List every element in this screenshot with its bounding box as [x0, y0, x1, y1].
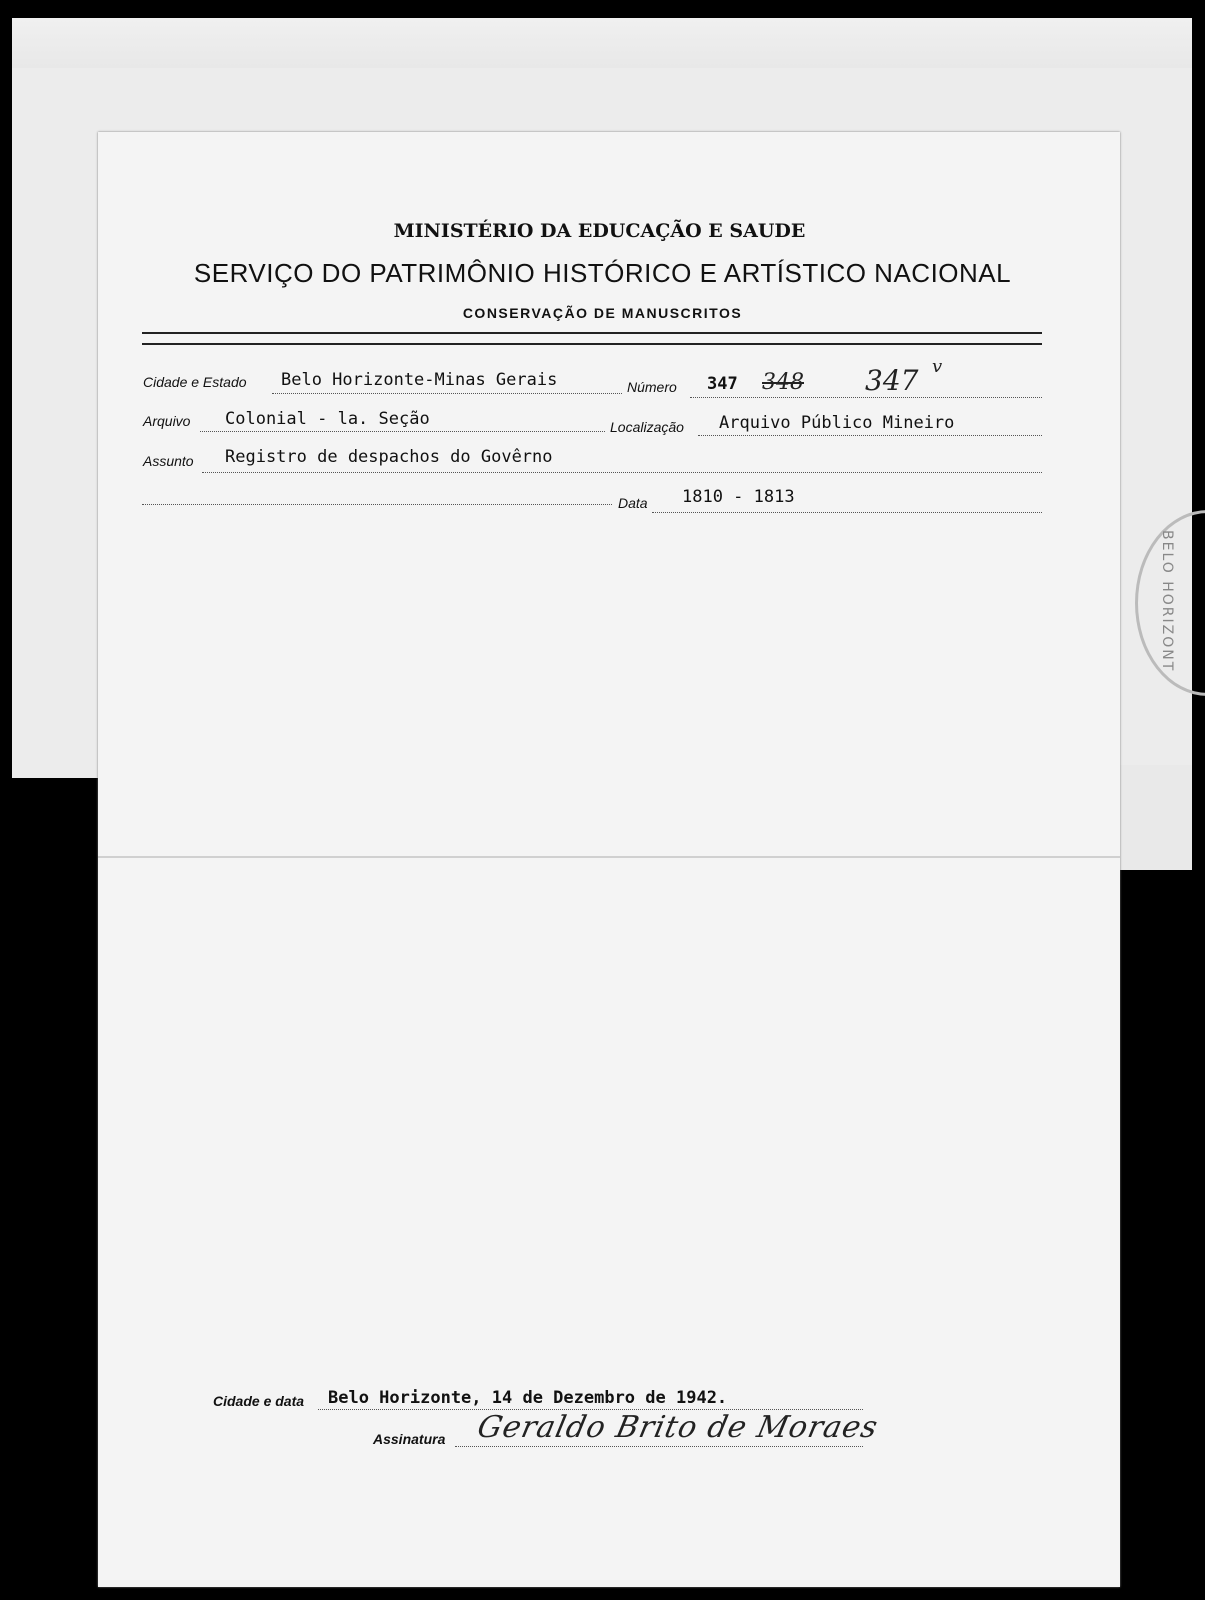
- record-card: [98, 132, 1120, 1587]
- cidade-label: Cidade e Estado: [143, 374, 247, 390]
- assunto-line: [202, 472, 1042, 473]
- blank-line: [142, 504, 612, 505]
- cidade-data-label: Cidade e data: [213, 1393, 305, 1409]
- assunto-label: Assunto: [143, 453, 194, 469]
- service-heading: SERVIÇO DO PATRIMÔNIO HISTÓRICO E ARTÍSTICO NACIONAL: [193, 258, 1012, 288]
- data-line: [652, 512, 1042, 513]
- numero-label: Número: [627, 379, 677, 395]
- numero-struck: 348: [762, 370, 804, 395]
- section-heading: CONSERVAÇÃO DE MANUSCRITOS: [462, 305, 743, 321]
- assinatura-label: Assinatura: [373, 1431, 446, 1447]
- numero-handwritten: 347: [865, 364, 919, 397]
- arquivo-value: Colonial - la. Seção: [225, 409, 430, 429]
- localizacao-label: Localização: [610, 419, 684, 435]
- localizacao-line: [698, 435, 1042, 436]
- ministry-heading: MINISTÉRIO DA EDUCAÇÃO E SAUDE: [393, 220, 806, 242]
- localizacao-value: Arquivo Público Mineiro: [719, 413, 955, 433]
- arquivo-label: Arquivo: [143, 413, 191, 429]
- numero-handwritten-mark: v: [932, 356, 943, 377]
- signature: Geraldo Brito de Moraes: [474, 1410, 882, 1445]
- header-rule-bottom: [142, 343, 1042, 345]
- cidade-line: [272, 393, 622, 394]
- arquivo-line: [200, 431, 605, 432]
- cidade-data-value: Belo Horizonte, 14 de Dezembro de 1942.: [328, 1388, 728, 1408]
- assinatura-line: [455, 1446, 863, 1447]
- data-label: Data: [618, 495, 648, 511]
- numero-typed: 347: [707, 374, 738, 394]
- assunto-value: Registro de despachos do Govêrno: [225, 447, 553, 467]
- cidade-value: Belo Horizonte-Minas Gerais: [281, 370, 558, 390]
- background-strip: [1118, 765, 1192, 870]
- data-value: 1810 - 1813: [682, 487, 795, 507]
- background-torn-edge: [12, 18, 1192, 68]
- card-fold-line: [98, 856, 1120, 858]
- numero-line: [690, 397, 1042, 398]
- stamp-text: BELO HORIZONT: [1159, 530, 1175, 673]
- header-rule-top: [142, 332, 1042, 334]
